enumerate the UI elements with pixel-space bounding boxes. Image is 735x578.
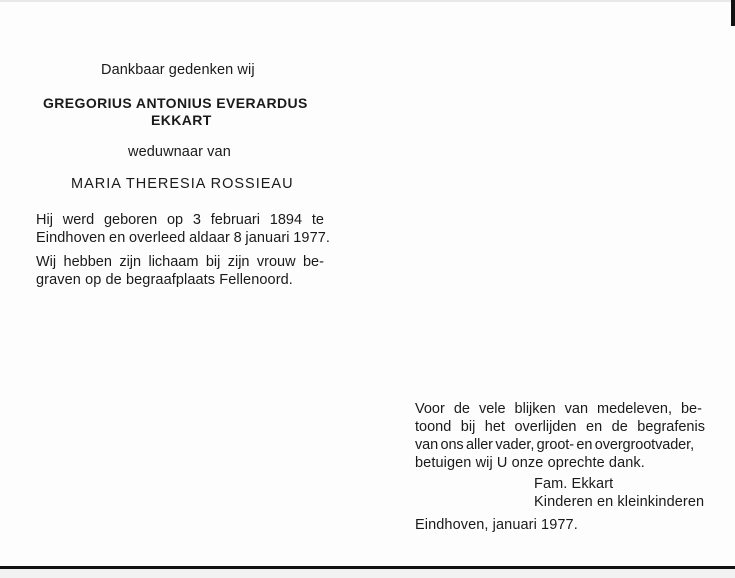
biography-line-1 bbox=[36, 211, 324, 229]
thanks-line-1 bbox=[415, 400, 702, 418]
family-signature: Fam. Ekkart bbox=[534, 476, 614, 492]
word: februari bbox=[210, 212, 260, 228]
word: lichaam bbox=[148, 254, 199, 270]
word: en bbox=[586, 419, 603, 435]
word: medeleven, bbox=[597, 401, 672, 417]
intro-text: Dankbaar gedenken wij bbox=[101, 62, 255, 78]
word: Voor bbox=[415, 401, 445, 417]
relation-text: weduwnaar van bbox=[128, 144, 231, 160]
word: het bbox=[484, 419, 505, 435]
word: be- bbox=[680, 401, 702, 417]
word: be- bbox=[302, 254, 324, 270]
word: zijn bbox=[227, 254, 250, 270]
relatives-signature: Kinderen en kleinkinderen bbox=[534, 494, 705, 510]
word: werd bbox=[62, 212, 95, 228]
word: hebben bbox=[63, 254, 112, 270]
word: van bbox=[564, 401, 589, 417]
word: te bbox=[311, 212, 324, 228]
word: begrafenis bbox=[637, 419, 705, 435]
corner-mark bbox=[731, 0, 735, 26]
place-date: Eindhoven, januari 1977. bbox=[415, 517, 578, 533]
top-edge bbox=[0, 0, 735, 2]
deceased-name-line1: GREGORIUS ANTONIUS EVERARDUS bbox=[43, 95, 308, 111]
word: bij bbox=[460, 419, 476, 435]
burial-line-1 bbox=[36, 253, 324, 271]
word: vele bbox=[478, 401, 506, 417]
word: zijn bbox=[119, 254, 142, 270]
word: Hij bbox=[36, 212, 53, 228]
spouse-name: MARIA THERESIA ROSSIEAU bbox=[71, 176, 294, 192]
word: vrouw bbox=[256, 254, 296, 270]
word: 3 bbox=[192, 212, 201, 228]
word: de bbox=[611, 419, 628, 435]
word: toond bbox=[415, 419, 452, 435]
word: Wij bbox=[36, 254, 57, 270]
word: 1894 bbox=[269, 212, 303, 228]
deceased-name-line2: EKKART bbox=[151, 112, 212, 128]
word: de bbox=[453, 401, 470, 417]
word: bij bbox=[205, 254, 221, 270]
word: op bbox=[166, 212, 184, 228]
thanks-line-2 bbox=[415, 418, 705, 436]
thanks-line-4: betuigen wij U onze oprechte dank. bbox=[415, 455, 645, 471]
burial-line-2: graven op de begraafplaats Fellenoord. bbox=[36, 272, 293, 288]
thanks-line-3: van ons aller vader, groot- en overgrootvader, bbox=[415, 437, 694, 453]
word: overlijden bbox=[514, 419, 577, 435]
bottom-fold bbox=[0, 569, 735, 578]
word: geboren bbox=[103, 212, 158, 228]
biography-line-2: Eindhoven en overleed aldaar 8 januari 1977. bbox=[36, 230, 331, 246]
word: blijken bbox=[514, 401, 556, 417]
